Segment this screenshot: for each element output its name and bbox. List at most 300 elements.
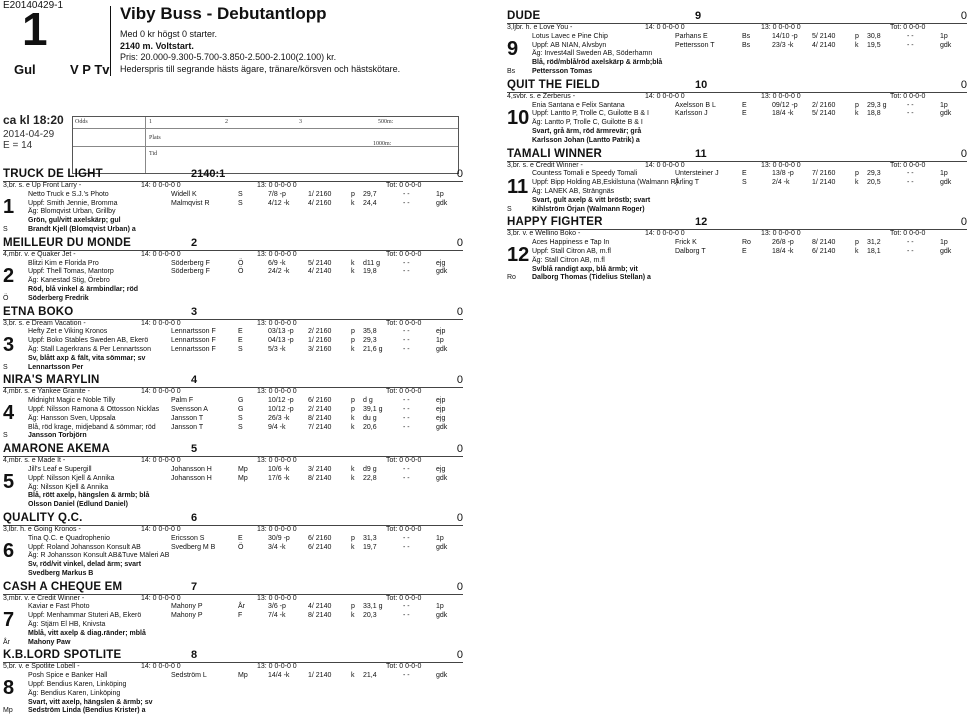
start-cell: - - <box>403 465 410 473</box>
horse-entry <box>507 10 967 77</box>
odds-label: Odds <box>75 119 88 125</box>
horse-name: TAMALI WINNER <box>507 147 603 160</box>
start-cell: År <box>238 603 245 611</box>
start-cell: 5/3 -k <box>268 345 286 353</box>
race-info-line: Hederspris till segrande hästs ägare, tränare/körsven och hästskötare. <box>120 63 401 74</box>
start-line <box>28 690 463 699</box>
start-cell: G <box>238 397 244 405</box>
stat-14: 14: 0 0-0-0 0 <box>141 457 181 465</box>
track-number: 2 <box>191 236 198 249</box>
silks-colors: Svart, gult axelp & vitt bröstb; svart <box>532 196 651 204</box>
start-cell: S <box>238 423 243 431</box>
start-cell: 18/4 -k <box>772 110 794 118</box>
start-cell: E <box>238 534 243 542</box>
start-cell: - - <box>403 534 410 542</box>
silks-colors: Svart, vitt axelp, hängslen & ärmb; sv <box>28 698 153 706</box>
horse-details <box>3 663 463 716</box>
start-cell: Svedberg M B <box>171 543 216 551</box>
stat-13: 13: 0 0-0-0 0 <box>761 230 801 238</box>
start-cell: Äg: Stall Citron AB, m.fl <box>532 256 605 264</box>
start-cell: Bs <box>742 41 751 49</box>
start-cell: Lennartsson F <box>171 337 216 345</box>
post-number: 8 <box>3 677 15 700</box>
start-cell: Malmqvist R <box>171 199 210 207</box>
stat-14: 14: 0 0-0-0 0 <box>141 319 181 327</box>
start-cell: Enia Santana e Felix Santana <box>532 101 625 109</box>
post-number: 9 <box>507 38 519 60</box>
horse-name: AMARONE AKEMA <box>3 443 110 456</box>
start-cell: k <box>351 268 355 276</box>
horse-pad: 0 <box>960 10 967 22</box>
stat-13: 13: 0 0-0-0 0 <box>761 161 801 169</box>
header-divider <box>110 6 111 76</box>
start-cell: - - <box>403 345 410 353</box>
horse-pad: 0 <box>960 147 967 160</box>
stat-total: Tot: 0 0-0-0 <box>890 230 926 238</box>
silks-colors: Blå, rött axelp, hängslen & ärmb; blå <box>28 492 150 500</box>
horse-header <box>507 10 967 24</box>
start-cell: 9/4 -k <box>268 423 286 431</box>
entries-left-column <box>3 168 463 718</box>
start-cell: Uppf: Stall Citron AB, m.fl <box>532 247 611 255</box>
start-cell: F <box>238 612 243 620</box>
post-number: 2 <box>3 264 15 287</box>
start-cell: 1p <box>436 337 444 345</box>
start-cell: - - <box>403 672 410 680</box>
start-cell: E <box>742 110 747 118</box>
start-cell: - - <box>403 190 410 198</box>
start-letter: S <box>3 363 8 371</box>
start-cell: k <box>351 465 355 473</box>
start-cell: gdk <box>940 247 952 255</box>
horse-details <box>3 457 463 510</box>
start-cell: - - <box>403 543 410 551</box>
track-number: 8 <box>191 649 198 662</box>
driver-name: Dalborg Thomas (Tidelius Stellan) a <box>532 274 651 282</box>
horse-header <box>507 148 967 162</box>
start-cell: 30/9 -p <box>268 534 290 542</box>
horse-name: CASH A CHEQUE EM <box>3 580 123 593</box>
start-cell: Jansson T <box>171 414 204 422</box>
silks-colors: Sv/blå randigt axp, blå ärmb; vit <box>532 265 638 273</box>
start-cell: Frick K <box>675 239 697 247</box>
start-cell: S <box>742 179 747 187</box>
start-cell: p <box>855 32 859 40</box>
start-cell: 23/3 -k <box>772 41 794 49</box>
start-cell: Untersteiner J <box>675 170 719 178</box>
driver-name: Pettersson Tomas <box>532 67 593 75</box>
start-cell: 1p <box>436 603 444 611</box>
start-letter: Ö <box>3 294 9 302</box>
start-cell: Posh Spice e Banker Hall <box>28 672 108 680</box>
start-cell: Äg: Bendius Karen, Linköping <box>28 689 121 697</box>
start-cell: 24,4 <box>363 199 377 207</box>
start-line <box>28 346 463 355</box>
start-cell: Lennartsson F <box>171 328 216 336</box>
track-number: 6 <box>191 511 198 524</box>
silks-colors: Grön, gul/vitt axelskärp; gul <box>28 217 121 225</box>
breed-line <box>3 663 463 672</box>
start-cell: Uppf: Thell Tomas, Mantorp <box>28 268 114 276</box>
start-cell: p <box>351 337 355 345</box>
start-cell: 6/9 -k <box>268 259 286 267</box>
start-cell: p <box>351 405 355 413</box>
stat-13: 13: 0 0-0-0 0 <box>257 388 297 396</box>
start-cell: Ro <box>742 239 751 247</box>
start-cell: S <box>238 190 243 198</box>
horse-details <box>3 251 463 304</box>
driver-name: Mahony Paw <box>28 638 71 646</box>
breed-info: 3,ljbr. h. e Love You - <box>507 24 573 31</box>
horse-entry <box>3 374 463 441</box>
start-cell: Blå, röd krage, midjeband & sömmar; röd <box>28 423 156 431</box>
start-cell: gdk <box>940 41 952 49</box>
start-cell: k <box>855 110 859 118</box>
start-line <box>28 681 463 690</box>
driver-name: Kihlström Örjan (Walmann Roger) <box>532 205 645 213</box>
start-cell: k <box>351 612 355 620</box>
horse-entry <box>3 649 463 716</box>
start-cell: Aces Happiness e Tap In <box>532 239 610 247</box>
horse-name: K.B.LORD SPOTLITE <box>3 649 122 662</box>
odds-col-1: 1 <box>149 119 152 125</box>
start-line <box>28 415 463 424</box>
start-cell: 6/ 2160 <box>308 534 332 542</box>
horse-entry <box>507 79 967 146</box>
start-line <box>532 179 967 188</box>
odds-1000m: 1000m: <box>373 141 392 147</box>
race-time: ca kl 18:20 <box>3 113 64 127</box>
start-line <box>28 268 463 277</box>
start-cell: 29,7 <box>363 190 377 198</box>
start-cell: - - <box>403 423 410 431</box>
start-cell: k <box>351 543 355 551</box>
start-cell: 33,1 g <box>363 603 383 611</box>
breed-info: 4,mbr. s. e Made It - <box>3 457 66 465</box>
breed-info: 5,br. v. e Spotlite Lobell - <box>3 663 80 671</box>
start-cell: 1p <box>940 32 948 40</box>
start-cell: 1p <box>940 101 948 109</box>
horse-pad: 0 <box>456 236 463 249</box>
horse-header <box>3 581 463 595</box>
horse-name: QUIT THE FIELD <box>507 78 600 91</box>
horse-header <box>3 443 463 457</box>
post-number: 7 <box>3 608 15 631</box>
silks-colors: Sv, blått axp & fält, vita sömmar; sv <box>28 354 146 362</box>
start-cell: Netto Truck e S.J.'s Photo <box>28 190 109 198</box>
horse-pad: 0 <box>456 649 463 662</box>
start-cell: 5/ 2140 <box>812 110 836 118</box>
start-line <box>532 110 967 119</box>
start-line <box>532 33 967 42</box>
horse-name: HAPPY FIGHTER <box>507 216 603 229</box>
breed-line <box>3 457 463 466</box>
horse-details <box>3 182 463 235</box>
start-cell: Dalborg T <box>675 247 706 255</box>
start-cell: Svensson A <box>171 405 208 413</box>
post-number: 3 <box>3 333 15 356</box>
start-line <box>28 544 463 553</box>
start-cell: 7/ 2160 <box>812 170 836 178</box>
silks-colors: Sv, röd/vit vinkel, delad ärm; svart <box>28 561 142 569</box>
start-line <box>28 466 463 475</box>
start-cell: 6/ 2140 <box>308 543 332 551</box>
start-cell: 39,1 g <box>363 405 383 413</box>
stat-total: Tot: 0 0-0-0 <box>386 182 422 189</box>
start-cell: 22,8 <box>363 474 377 482</box>
start-cell: 19,5 <box>867 41 881 49</box>
horse-details <box>3 320 463 373</box>
start-cell: Äg: Invest4all Sweden AB, Söderhamn <box>532 50 653 58</box>
start-cell: 18/4 -k <box>772 247 794 255</box>
horse-pad: 0 <box>456 305 463 318</box>
horse-name: QUALITY Q.C. <box>3 511 83 524</box>
start-line <box>532 248 967 257</box>
start-cell: 2/ 2160 <box>308 328 332 336</box>
start-line <box>28 621 463 630</box>
start-cell: Äg: Lantto P, Trolle C, Guilotte B & I <box>532 119 643 127</box>
horse-entry <box>507 216 967 283</box>
start-cell: p <box>351 603 355 611</box>
start-cell: - - <box>907 110 914 118</box>
start-cell: p <box>351 190 355 198</box>
start-cell: 29,3 g <box>867 101 887 109</box>
post-number: 12 <box>507 244 530 267</box>
driver-name: Karlsson Johan (Lantto Patrik) a <box>532 136 640 144</box>
horse-entry <box>3 512 463 579</box>
horse-name: TRUCK DE LIGHT <box>3 168 103 180</box>
start-cell: 6/ 2160 <box>308 397 332 405</box>
start-letter: Bs <box>507 68 516 75</box>
start-line <box>28 484 463 493</box>
start-cell: p <box>351 328 355 336</box>
start-cell: G <box>238 405 244 413</box>
race-info-line: Pris: 20.000-9.300-5.700-3.850-2.500-2.100(2.100) kr. <box>120 52 337 62</box>
start-cell: - - <box>403 414 410 422</box>
start-cell: Uppf: Smith Jennie, Bromma <box>28 199 118 207</box>
breed-info: 3,br. s. e Dream Vacation - <box>3 319 86 327</box>
driver-name: Olsson Daniel (Edlund Daniel) <box>28 501 128 509</box>
start-cell: gdk <box>436 474 448 482</box>
start-cell: Palm F <box>171 397 194 405</box>
track-number: 10 <box>695 78 708 91</box>
start-cell: 14/10 -p <box>772 32 798 40</box>
start-cell: E <box>238 337 243 345</box>
start-cell: k <box>351 345 355 353</box>
start-cell: Ericsson S <box>171 534 205 542</box>
race-info <box>120 29 400 75</box>
start-cell: 26/3 -k <box>268 414 290 422</box>
start-cell: Lotus Lavec e Pine Chip <box>532 32 608 40</box>
start-cell: - - <box>907 239 914 247</box>
start-line <box>28 612 463 621</box>
silks-colors: Svart, grå ärm, röd ärmrevär; grå <box>532 127 642 135</box>
start-cell: 30,8 <box>867 32 881 40</box>
breed-line <box>3 594 463 604</box>
start-cell: gdk <box>436 423 448 431</box>
start-line <box>28 191 463 200</box>
race-date: 2014-04-29 <box>3 129 55 140</box>
horse-details <box>3 595 463 648</box>
start-cell: d9 g <box>363 465 377 473</box>
start-cell: 20,3 <box>363 612 377 620</box>
start-line <box>28 552 463 561</box>
horse-entry <box>3 306 463 373</box>
start-cell: 3/6 -p <box>268 603 286 611</box>
start-cell: - - <box>403 328 410 336</box>
start-cell: d g <box>363 397 373 405</box>
start-cell: gdk <box>940 110 952 118</box>
breed-line <box>507 24 967 33</box>
start-cell: k <box>855 41 859 49</box>
start-cell: 21,4 <box>363 672 377 680</box>
start-cell: - - <box>403 612 410 620</box>
stat-total: Tot: 0 0-0-0 <box>386 525 422 533</box>
start-cell: 1p <box>940 170 948 178</box>
start-cell: Midnight Magic e Noble Tilly <box>28 397 116 405</box>
stat-13: 13: 0 0-0-0 0 <box>257 250 297 258</box>
breed-info: 3,br. s. e Credit Winner - <box>507 161 583 169</box>
start-cell: Johansson H <box>171 474 212 482</box>
stat-13: 13: 0 0-0-0 0 <box>761 24 801 31</box>
breed-info: 3,mbr. v. e Credit Winner - <box>3 594 85 602</box>
start-cell: 7/8 -p <box>268 190 286 198</box>
stat-13: 13: 0 0-0-0 0 <box>257 663 297 671</box>
start-cell: Äg: Blomqvist Urban, Grillby <box>28 208 116 216</box>
start-cell: - - <box>403 259 410 267</box>
start-cell: gdk <box>436 543 448 551</box>
horse-header <box>3 374 463 388</box>
start-line <box>28 397 463 406</box>
start-cell: gdk <box>436 199 448 207</box>
stat-14: 14: 0 0-0-0 0 <box>141 663 181 671</box>
odds-tid: Tid <box>149 151 158 157</box>
start-line <box>28 535 463 544</box>
start-cell: gdk <box>436 345 448 353</box>
stat-13: 13: 0 0-0-0 0 <box>257 594 297 602</box>
start-cell: k <box>351 423 355 431</box>
start-cell: - - <box>403 199 410 207</box>
start-cell: 4/ 2140 <box>308 603 332 611</box>
start-cell: 8/ 2140 <box>812 239 836 247</box>
breed-line <box>3 388 463 397</box>
start-cell: Mahony P <box>171 612 203 620</box>
start-cell: E <box>742 170 747 178</box>
horse-entry <box>3 581 463 648</box>
start-cell: Mp <box>238 474 248 482</box>
driver-name: Jansson Torbjörn <box>28 432 87 440</box>
horse-name: NIRA'S MARYLIN <box>3 374 100 387</box>
start-cell: Äg: Nilsson Kjell & Annika <box>28 483 109 491</box>
start-cell: - - <box>907 179 914 187</box>
start-cell: Uppf: Nilsson Ramona & Ottosson Nicklas <box>28 405 160 413</box>
horse-name: DUDE <box>507 10 541 22</box>
start-cell: - - <box>907 101 914 109</box>
start-cell: Ö <box>238 543 244 551</box>
odds-col-2: 2 <box>225 119 228 125</box>
stat-total: Tot: 0 0-0-0 <box>386 663 422 671</box>
start-cell: 2/ 2160 <box>812 101 836 109</box>
driver-name: Svedberg Markus B <box>28 569 94 577</box>
start-line <box>532 102 967 111</box>
start-cell: Äg: Kanestad Stig, Örebro <box>28 277 110 285</box>
start-cell: 1p <box>436 534 444 542</box>
race-number: 1 <box>22 3 46 55</box>
start-cell: Uppf: Nilsson Kjell & Annika <box>28 474 115 482</box>
stat-14: 14: 0 0-0-0 0 <box>141 182 181 189</box>
silks-colors: Röd, blå vinkel & ärmbindlar; röd <box>28 285 139 293</box>
start-cell: 26/8 -p <box>772 239 794 247</box>
stat-14: 14: 0 0-0-0 0 <box>645 24 685 31</box>
stat-13: 13: 0 0-0-0 0 <box>761 92 801 100</box>
start-cell: Söderberg F <box>171 268 210 276</box>
start-cell: k <box>855 247 859 255</box>
start-cell: - - <box>907 170 914 178</box>
start-cell: 3/ 2160 <box>308 345 332 353</box>
start-cell: du g <box>363 414 377 422</box>
start-cell: 29,3 <box>363 337 377 345</box>
breed-info: 4,mbr. v. e Quaker Jet - <box>3 250 76 258</box>
start-cell: gdk <box>436 672 448 680</box>
start-cell: Parhans E <box>675 32 708 40</box>
start-cell: Widell K <box>171 190 197 198</box>
start-cell: ejg <box>436 465 446 473</box>
start-cell: gdk <box>940 179 952 187</box>
start-cell: Mp <box>238 465 248 473</box>
start-line <box>28 475 463 484</box>
silks-colors: Mblå, vitt axelp & diag.ränder; mblå <box>28 629 146 637</box>
start-cell: 4/ 2140 <box>812 41 836 49</box>
start-cell: 20,5 <box>867 179 881 187</box>
start-cell: gdk <box>436 612 448 620</box>
start-cell: - - <box>907 41 914 49</box>
stat-total: Tot: 0 0-0-0 <box>386 594 422 602</box>
race-info-line: Med 0 kr högst 0 starter. <box>120 29 218 39</box>
start-cell: 2/ 2140 <box>308 405 332 413</box>
start-line <box>28 277 463 286</box>
horse-header <box>3 237 463 251</box>
post-number: 5 <box>3 471 15 494</box>
start-line <box>28 337 463 346</box>
breed-line <box>3 525 463 535</box>
start-letter: Mp <box>3 707 13 715</box>
start-cell: d11 g <box>363 259 380 267</box>
stat-13: 13: 0 0-0-0 0 <box>257 525 297 533</box>
stat-13: 13: 0 0-0-0 0 <box>257 319 297 327</box>
start-cell: 8/ 2140 <box>308 474 332 482</box>
post-number: 4 <box>3 402 15 425</box>
start-cell: Pettersson T <box>675 41 715 49</box>
track-number: 2140:1 <box>191 168 226 180</box>
start-line <box>532 50 967 59</box>
start-cell: 4/ 2140 <box>308 268 332 276</box>
stat-14: 14: 0 0-0-0 0 <box>645 230 685 238</box>
start-line <box>532 188 967 197</box>
start-cell: 1/ 2160 <box>308 190 332 198</box>
horse-pad: 0 <box>456 580 463 593</box>
start-cell: Karlsson J <box>675 110 708 118</box>
start-line <box>532 170 967 179</box>
start-cell: Söderberg F <box>171 259 210 267</box>
breed-info: 3,br. v. e Wellino Boko - <box>507 230 581 238</box>
start-cell: k <box>351 672 355 680</box>
driver-name: Brandt Kjell (Blomqvist Urban) a <box>28 225 136 233</box>
start-cell: 2/4 -k <box>772 179 790 187</box>
start-cell: Uppf: Bendius Karen, Linköping <box>28 681 127 689</box>
start-cell: 13/8 -p <box>772 170 794 178</box>
start-cell: E <box>742 247 747 255</box>
horse-header <box>507 79 967 93</box>
